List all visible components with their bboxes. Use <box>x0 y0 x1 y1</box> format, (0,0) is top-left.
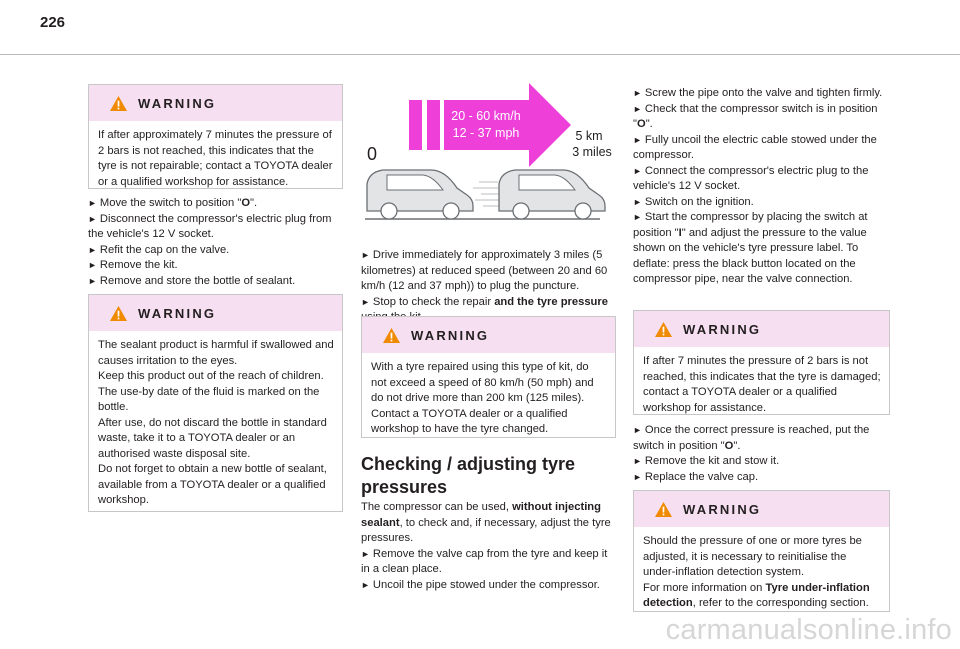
warning-text <box>89 121 342 199</box>
intro-paragraph: The compressor can be used, without injecting sealant, to check and, if necessary, adjust the tyre pressures. <box>361 501 611 544</box>
step-item: ► Disconnect the compressor's electric plug from the vehicle's 12 V socket. <box>88 212 332 240</box>
speed-kmh-label: 20 - 60 km/h <box>451 109 521 123</box>
warning-header <box>634 491 889 527</box>
warning-title: WARNING <box>683 501 762 517</box>
warning-box-damaged-tyre <box>633 310 890 415</box>
steps-list-compressor <box>633 86 890 288</box>
warning-paragraph: If after approximately 7 minutes the pressure of 2 bars is not reached, this indicates that the tyre is not repairable; contact a TOYOTA dealer or a qualified workshop for assistance. <box>98 129 333 188</box>
warning-title: WARNING <box>138 95 217 111</box>
step-item: ► Connect the compressor's electric plug to the vehicle's 12 V socket. <box>633 164 869 192</box>
step-item: ► Uncoil the pipe stowed under the compressor. <box>361 578 600 591</box>
car-end-icon <box>499 170 605 219</box>
warning-paragraph: The sealant product is harmful if swallowed and causes irritation to the eyes. <box>98 339 334 367</box>
step-item: ► Screw the pipe onto the valve and tighten firmly. <box>633 87 883 99</box>
step-item: ► Start the compressor by placing the switch at position "I" and adjust the pressure to the value shown on the vehicle's tyre pressure label. To deflate: press the black button located on the compressor pipe, near the valve connection. <box>633 211 868 285</box>
speed-mph-label: 12 - 37 mph <box>452 126 520 140</box>
section-heading: Checking / adjusting tyre pressures <box>361 454 576 497</box>
section-intro <box>361 500 616 593</box>
warning-box-reinitialise <box>633 490 890 612</box>
header-divider <box>0 54 960 55</box>
step-item: ► Move the switch to position "O". <box>88 197 258 209</box>
step-arrow-icon: ► <box>633 134 642 145</box>
step-item: ► Once the correct pressure is reached, put the switch in position "O". <box>633 424 870 452</box>
warning-text <box>362 353 615 447</box>
warning-box-speed-limit <box>361 316 616 438</box>
warning-title: WARNING <box>138 305 217 321</box>
car-start-icon <box>367 170 473 219</box>
warning-triangle-icon <box>654 321 673 338</box>
speed-bar-1 <box>409 100 422 150</box>
warning-header <box>362 317 615 353</box>
step-arrow-icon: ► <box>88 198 97 208</box>
start-distance-label: 0 <box>367 144 378 164</box>
footer-watermark: carmanualsonline.info <box>665 614 952 646</box>
distance-km-label: 5 km <box>575 129 603 143</box>
step-arrow-icon: ► <box>633 212 642 222</box>
step-item: ► Remove the kit. <box>88 259 178 271</box>
step-arrow-icon: ► <box>361 296 370 307</box>
warning-box-pressure <box>88 84 343 189</box>
warning-paragraph: With a tyre repaired using this type of kit, do not exceed a speed of 80 km/h (50 mph) and do not drive more than 200 km (125 miles). Contact a TOYOTA dealer or a qualified workshop to have the tyre changed. <box>371 361 594 435</box>
warning-triangle-icon <box>109 95 128 112</box>
step-arrow-icon: ► <box>361 579 370 590</box>
step-item: ► Remove and store the bottle of sealant. <box>88 274 296 287</box>
steps-list-drive <box>361 248 616 326</box>
warning-text <box>634 527 889 621</box>
warning-paragraph: Should the pressure of one or more tyres be adjusted, it is necessary to reinitialise the under-inflation detection system. <box>643 535 862 578</box>
step-arrow-icon: ► <box>633 456 642 466</box>
step-arrow-icon: ► <box>88 260 97 270</box>
warning-text <box>89 331 342 518</box>
speed-arrow-shape <box>444 83 571 167</box>
step-item: ► Remove the valve cap from the tyre and keep it in a clean place. <box>361 547 608 575</box>
step-arrow-icon: ► <box>88 244 97 255</box>
step-arrow-icon: ► <box>361 548 370 559</box>
step-item: ► Stop to check the repair and the tyre pressure <box>361 295 608 308</box>
warning-paragraph: Keep this product out of the reach of children. <box>98 370 324 382</box>
distance-miles-label: 3 miles <box>572 145 612 159</box>
warning-triangle-icon <box>654 501 673 518</box>
step-arrow-icon: ► <box>633 165 642 176</box>
warning-header <box>634 311 889 347</box>
warning-paragraph: The use-by date of the fluid is marked on the bottle. <box>98 385 320 413</box>
warning-header <box>89 295 342 331</box>
step-arrow-icon: ► <box>633 471 642 482</box>
drive-diagram <box>361 82 616 222</box>
steps-list-complete <box>633 423 890 485</box>
warning-box-sealant <box>88 294 343 512</box>
warning-paragraph: For more information on Tyre under-inflation detection, refer to the corresponding section. <box>643 581 870 609</box>
warning-title: WARNING <box>411 327 490 343</box>
step-arrow-icon: ► <box>633 88 642 98</box>
step-item: ► Check that the compressor switch is in position "O". <box>633 102 878 130</box>
warning-title: WARNING <box>683 321 762 337</box>
warning-triangle-icon <box>382 327 401 344</box>
step-item: ► Drive immediately for approximately 3 miles (5 kilometres) at reduced speed (between 20 and 60 km/h (12 and 37 mph)) to plug the puncture. <box>361 249 608 292</box>
warning-paragraph: Do not forget to obtain a new bottle of sealant, available from a TOYOTA dealer or a qualified workshop. <box>98 463 327 506</box>
step-arrow-icon: ► <box>633 196 642 207</box>
warning-header <box>89 85 342 121</box>
step-item: ► Refit the cap on the valve. <box>88 243 230 256</box>
speed-bar-2 <box>427 100 440 150</box>
step-item: ► Fully uncoil the electric cable stowed under the compressor. <box>633 133 877 161</box>
step-item: ► Remove the kit and stow it. <box>633 455 780 467</box>
speed-distance-illustration <box>361 82 616 222</box>
warning-paragraph: After use, do not discard the bottle in standard waste, take it to a TOYOTA dealer or an authorised waste disposal site. <box>98 416 327 460</box>
step-arrow-icon: ► <box>633 425 642 435</box>
step-item: ► Replace the valve cap. <box>633 470 759 483</box>
step-arrow-icon: ► <box>88 213 97 224</box>
page-number: 226 <box>40 14 66 31</box>
step-arrow-icon: ► <box>633 103 642 114</box>
motion-lines <box>473 182 500 206</box>
warning-paragraph: If after 7 minutes the pressure of 2 bars is not reached, this indicates that the tyre is damaged; contact a TOYOTA dealer or a qualified workshop for assistance. <box>643 355 881 414</box>
warning-text <box>634 347 889 425</box>
step-item: ► Switch on the ignition. <box>633 195 754 208</box>
step-arrow-icon: ► <box>361 250 370 260</box>
step-arrow-icon: ► <box>88 275 97 286</box>
steps-list-finish <box>88 196 343 289</box>
warning-triangle-icon <box>109 305 128 322</box>
